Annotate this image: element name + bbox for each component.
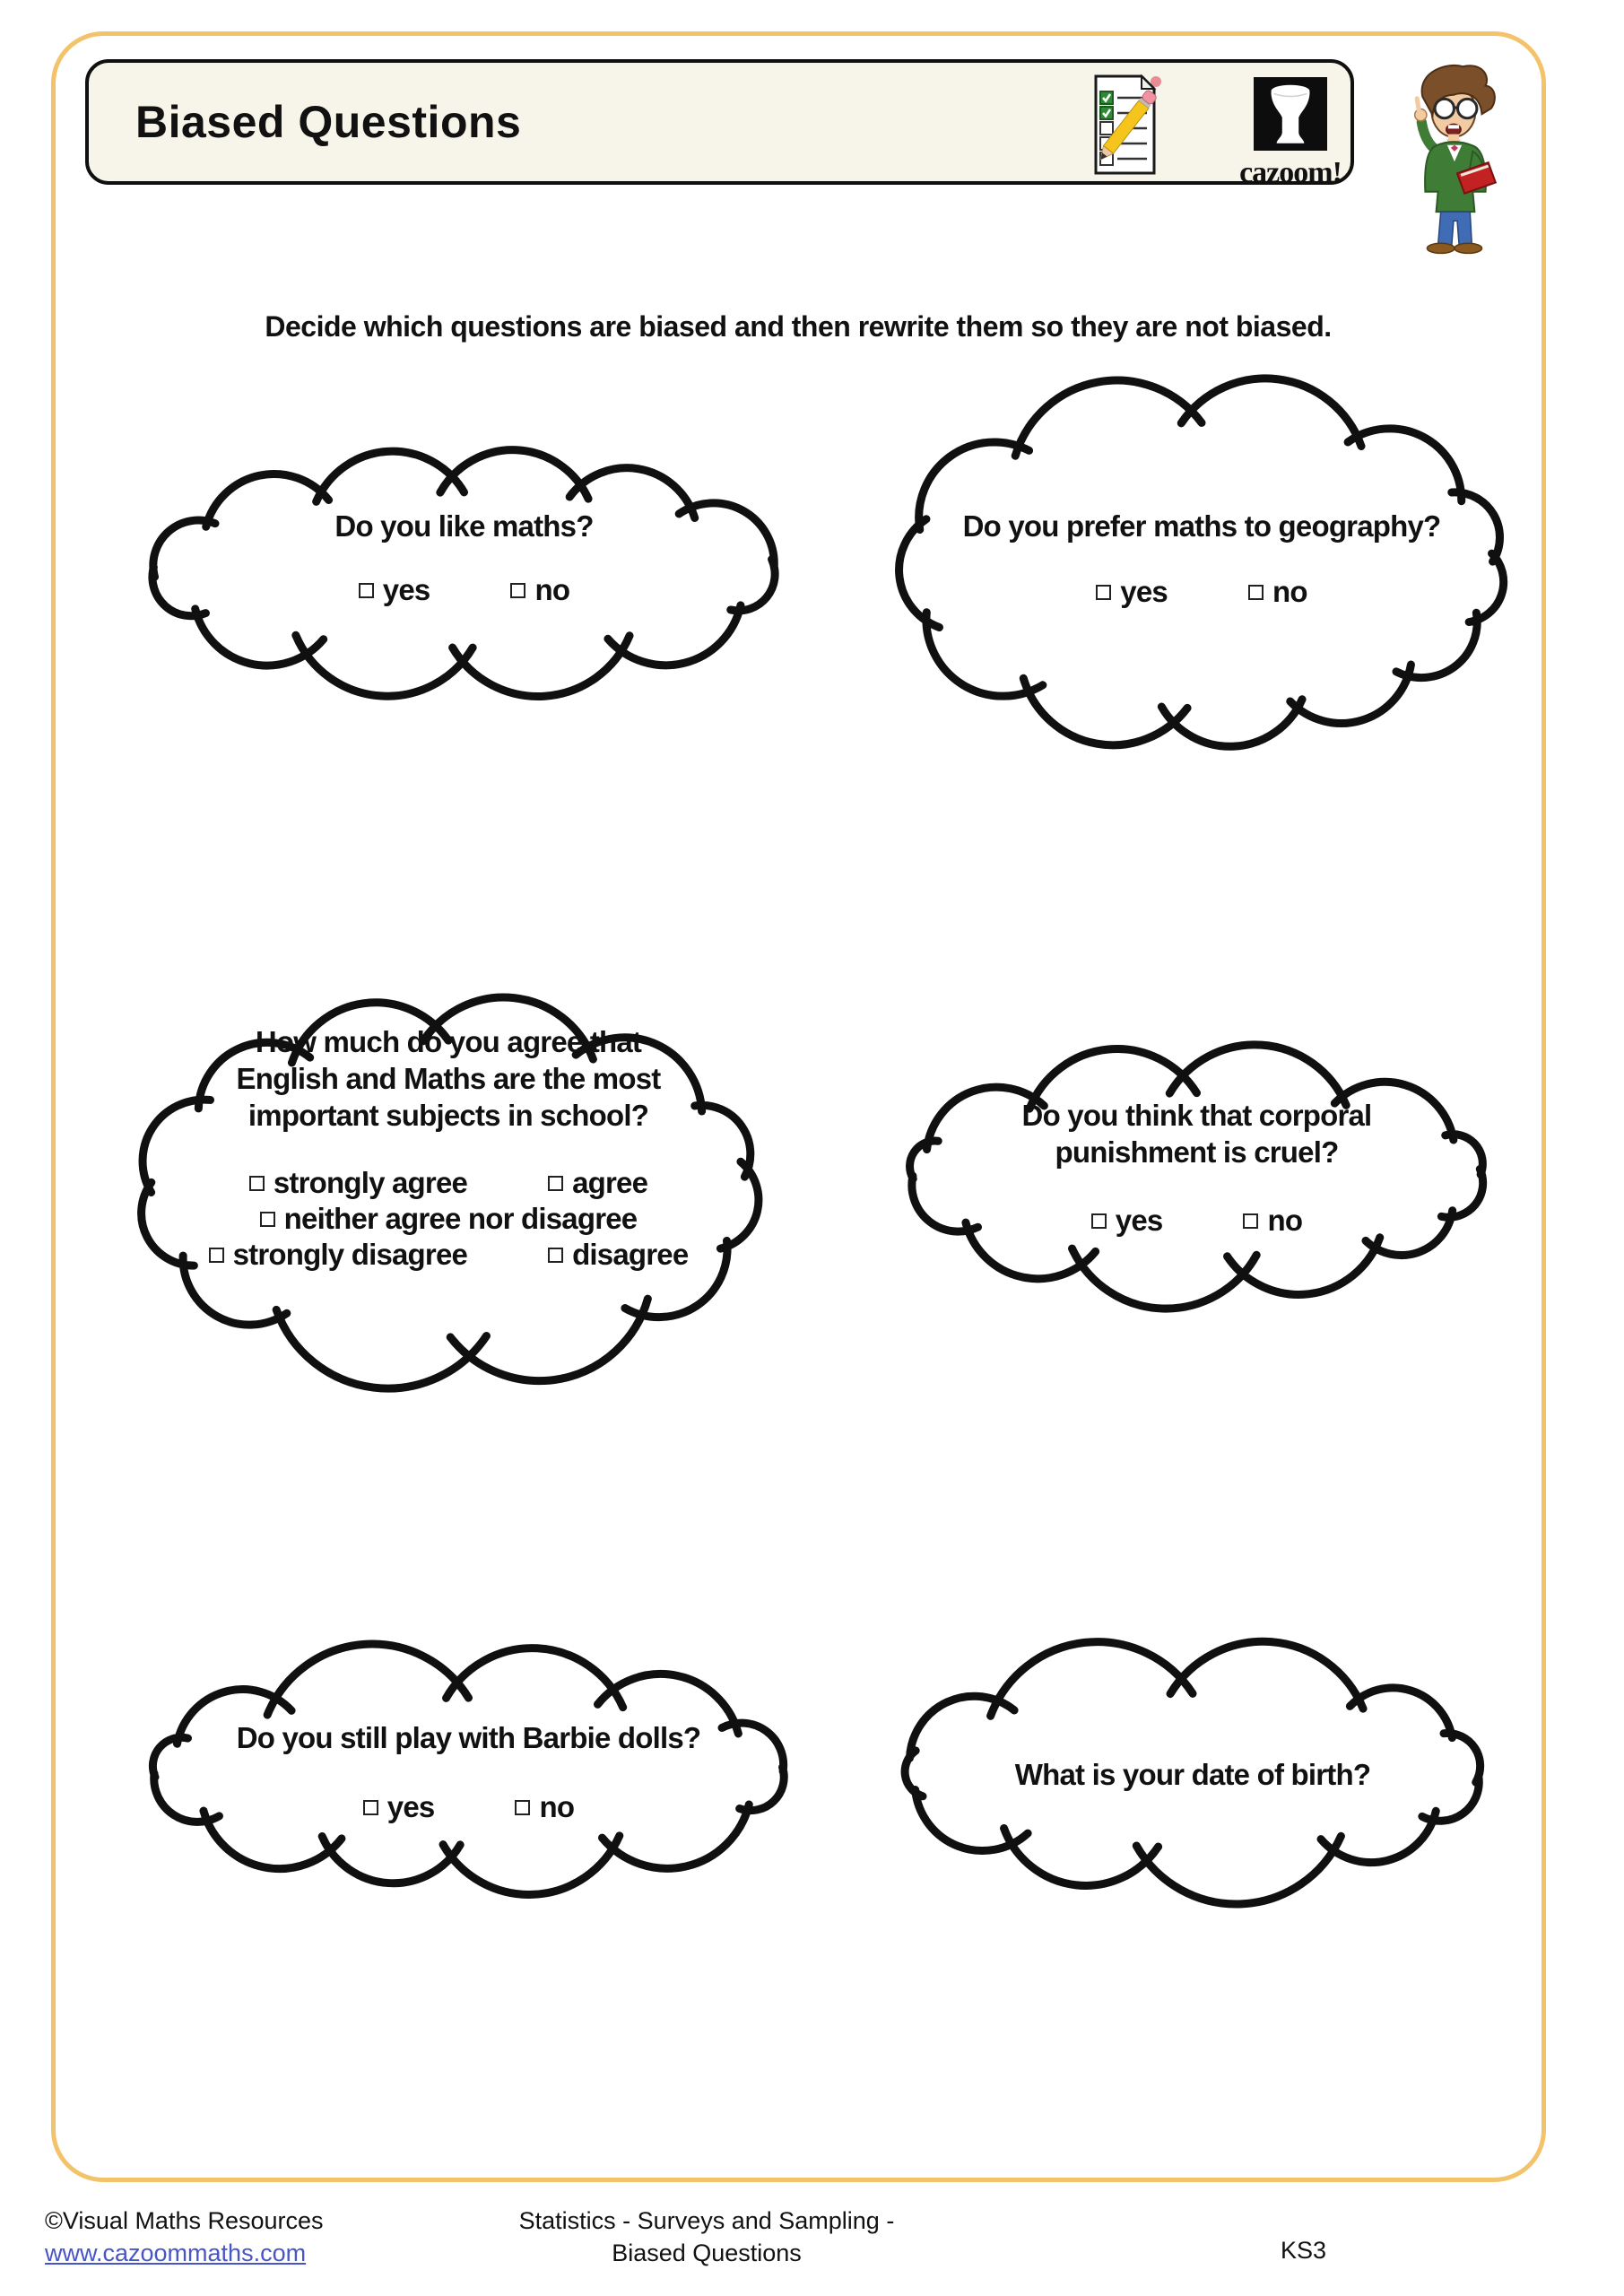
- options-row: [99, 1239, 798, 1271]
- cazoom-logo: [1238, 77, 1342, 190]
- checkbox-icon: [260, 1212, 275, 1227]
- checkbox-icon: [510, 583, 525, 598]
- checklist-icon: [1091, 70, 1168, 179]
- checkbox-icon: [548, 1248, 563, 1263]
- options-row: [99, 1167, 798, 1199]
- checkbox-icon: [249, 1176, 265, 1191]
- question-cloud-6: [855, 1648, 1530, 1892]
- copyright-text: ©Visual Maths Resources: [45, 2207, 324, 2234]
- option-disagree: disagree: [548, 1239, 688, 1271]
- teacher-illustration: [1406, 56, 1507, 258]
- options-row: [99, 574, 829, 606]
- instruction-text: Decide which questions are biased and then rewrite them so they are not biased.: [265, 310, 1332, 343]
- checkbox-icon: [1248, 585, 1264, 600]
- option-no: no: [515, 1791, 574, 1823]
- option-yes: yes: [1096, 576, 1168, 608]
- option-yes: yes: [359, 574, 430, 606]
- option-agree: agree: [548, 1167, 647, 1199]
- checkbox-icon: [1096, 585, 1111, 600]
- option-yes: yes: [363, 1791, 435, 1823]
- cloud-shape: [99, 447, 829, 693]
- footer-topic-block: [258, 2205, 1155, 2269]
- cloud-question: Do you prefer maths to geography?: [962, 509, 1441, 543]
- option-yes: yes: [1091, 1205, 1163, 1237]
- topic-line-1: Statistics - Surveys and Sampling -: [518, 2207, 895, 2234]
- checkbox-icon: [359, 583, 374, 598]
- key-stage-label: KS3: [1281, 2237, 1327, 2264]
- website-link[interactable]: www.cazoommaths.com: [45, 2239, 307, 2266]
- question-cloud-3: [99, 953, 798, 1424]
- option-no: no: [510, 574, 569, 606]
- option-neither-agree-nor-disagree: neither agree nor disagree: [260, 1203, 638, 1235]
- logo-wordmark: cazoom!: [1239, 156, 1342, 189]
- title-box: [85, 59, 1354, 189]
- options-row: [99, 1791, 838, 1823]
- options-row: [859, 576, 1544, 608]
- option-no: no: [1243, 1205, 1302, 1237]
- options-row: [99, 1203, 798, 1235]
- topic-line-2: Biased Questions: [612, 2239, 802, 2266]
- question-cloud-5: [99, 1655, 838, 1888]
- options-row: [863, 1205, 1531, 1237]
- cloud-question: Do you like maths?: [334, 509, 594, 543]
- checkbox-icon: [363, 1800, 378, 1815]
- cloud-question: How much do you agree that English and Maths are the most important subjects in school?: [236, 1025, 661, 1132]
- checkbox-icon: [548, 1176, 563, 1191]
- cloud-question: Do you think that corporal punishment is cruel?: [1021, 1099, 1372, 1169]
- checkbox-icon: [1243, 1213, 1258, 1229]
- djembe-drum-icon: [1254, 77, 1327, 151]
- question-cloud-1: [99, 447, 829, 693]
- option-strongly-disagree: strongly disagree: [209, 1239, 468, 1271]
- checkbox-icon: [209, 1248, 224, 1263]
- checkbox-icon: [1091, 1213, 1107, 1229]
- cloud-question: Do you still play with Barbie dolls?: [236, 1721, 701, 1754]
- page-title: Biased Questions: [135, 97, 522, 147]
- question-cloud-2: [859, 339, 1544, 792]
- option-strongly-agree: strongly agree: [249, 1167, 467, 1199]
- question-cloud-4: [863, 1045, 1531, 1305]
- cloud-shape: [99, 1655, 838, 1888]
- cloud-shape: [859, 339, 1544, 792]
- cloud-question: What is your date of birth?: [1014, 1758, 1371, 1791]
- checkbox-icon: [515, 1800, 530, 1815]
- cloud-shape: [863, 1045, 1531, 1305]
- option-no: no: [1248, 576, 1307, 608]
